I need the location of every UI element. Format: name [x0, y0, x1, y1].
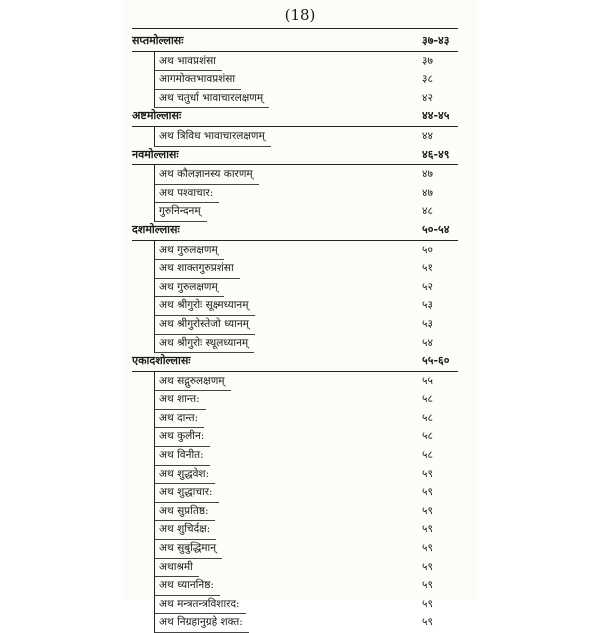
entry-title: अथ भावप्रशंसा	[154, 52, 222, 72]
entry-title: अथ सुप्रतिष्ठ:	[154, 502, 215, 522]
entry-title: अथ शुद्धवेश:	[154, 465, 215, 485]
page-ref: ५८	[422, 393, 433, 406]
toc-entry-row	[132, 278, 458, 297]
entry-title: अथ शुद्धाचार:	[154, 483, 219, 503]
page-ref: ५९	[422, 486, 433, 499]
entry-title: अथ शान्त:	[154, 390, 206, 410]
entry-title: अथ श्रीगुरोः स्थूलध्यानम्	[154, 334, 254, 354]
page-ref: ४७	[422, 168, 433, 181]
page-ref: ५१	[422, 262, 433, 275]
toc-entry-row	[132, 89, 458, 108]
page-ref: ४२	[422, 91, 433, 104]
page-ref: ४८	[422, 205, 433, 218]
top-rule	[132, 28, 458, 29]
page-ref: ४६-४९	[422, 147, 450, 161]
entry-title: अथ सद्गुरुलक्षणम्	[154, 372, 231, 392]
entry-title: आगमोक्तभावप्रशंसा	[154, 70, 241, 90]
page-ref: ५८	[422, 411, 433, 424]
page-ref: ३७-४३	[422, 34, 450, 47]
page-ref: ५९	[422, 616, 433, 629]
toc-entry-row	[132, 259, 458, 278]
section-title: दशमोल्लासः	[132, 222, 180, 236]
entry-title: अथाश्रमी	[154, 558, 199, 578]
toc-section-row	[132, 146, 458, 166]
page-ref: ५९	[422, 523, 433, 536]
entry-title: अथ गुरुलक्षणम्	[154, 278, 224, 298]
page-ref: ४४	[422, 129, 433, 142]
page-ref: ५५-६०	[422, 354, 450, 368]
section-title: अष्टमोल्लासः	[132, 109, 182, 123]
toc-entry-row	[132, 390, 458, 409]
page-ref: ५२	[422, 280, 433, 293]
toc-entry-row	[132, 576, 458, 595]
toc-entry-row	[132, 502, 458, 521]
page-ref: ५९	[422, 542, 433, 555]
entry-title: अथ त्रिविध भावाचारलक्षणम्	[154, 127, 271, 147]
entry-title: अथ शाक्तगुरुप्रशंसा	[154, 259, 240, 279]
page-ref: ४४-४५	[422, 109, 450, 123]
toc-entry-row	[132, 613, 458, 632]
entry-title: अथ निग्रहानुग्रहे शक्त:	[154, 613, 249, 633]
toc-section-row	[132, 107, 458, 127]
page-ref: ५८	[422, 430, 433, 443]
entry-title: अथ ध्याननिष्ठ:	[154, 576, 220, 596]
page-ref: ५०-५४	[422, 222, 450, 236]
entry-title: अथ मन्त्रतन्त्रविशारद:	[154, 595, 246, 615]
toc-entry-row	[132, 241, 458, 260]
entry-title: अथ गुरुलक्षणम्	[154, 241, 224, 261]
entry-title: अथ श्रीगुरोः सूक्ष्मध्यानम्	[154, 296, 255, 316]
entry-title: अथ कुलीन:	[154, 427, 210, 447]
page-ref: ३७	[422, 54, 433, 67]
entry-title: अथ पश्वाचार:	[154, 184, 219, 204]
page-ref: ५४	[422, 336, 433, 349]
toc-entry-row	[132, 409, 458, 428]
toc-entry-row	[132, 372, 458, 391]
toc-entry-row	[132, 465, 458, 484]
page-ref: ५९	[422, 579, 433, 592]
page-ref: ५३	[422, 317, 433, 330]
entry-title: अथ चतुर्धा भावाचारलक्षणम्	[154, 89, 269, 109]
toc-entry-row	[132, 315, 458, 334]
toc-entry-row	[132, 558, 458, 577]
toc-entry-row	[132, 334, 458, 353]
entry-title: अथ श्रीगुरोस्तेजो ध्यानम्	[154, 315, 255, 335]
entry-title: अथ दान्त:	[154, 409, 204, 429]
toc-entry-row	[132, 127, 458, 146]
toc-entry-row	[132, 483, 458, 502]
page-ref: ५३	[422, 299, 433, 312]
toc-entry-row	[132, 520, 458, 539]
toc-entry-row	[132, 446, 458, 465]
page-ref: ५९	[422, 467, 433, 480]
toc-entry-row	[132, 184, 458, 203]
entry-title: अथ शुचिर्दक्ष:	[154, 520, 216, 540]
toc-entry-row	[132, 52, 458, 71]
page-number: (18)	[284, 6, 316, 24]
toc-entry-row	[132, 165, 458, 184]
page-ref: ५९	[422, 597, 433, 610]
toc-section-row	[132, 221, 458, 241]
toc-section-row	[132, 32, 458, 52]
toc-entry-row	[132, 296, 458, 315]
section-title: एकादशोल्लासः	[132, 354, 191, 368]
section-title: सप्तमोल्लासः	[132, 34, 184, 47]
page-ref: ४७	[422, 186, 433, 199]
entry-title: अथ सुबुद्धिमान्	[154, 539, 222, 559]
section-title: नवमोल्लासः	[132, 147, 179, 161]
toc-entry-row	[132, 70, 458, 89]
toc-section-row	[132, 352, 458, 372]
page-ref: ५५	[422, 374, 433, 387]
page-ref: ५८	[422, 449, 433, 462]
book-page	[122, 0, 478, 629]
entry-title: अथ विनीत:	[154, 446, 210, 466]
toc-entry-row	[132, 595, 458, 614]
entry-title: गुरुनिन्दनम्	[154, 202, 207, 222]
toc-entry-row	[132, 202, 458, 221]
page-ref: ५९	[422, 504, 433, 517]
page-ref: ५९	[422, 560, 433, 573]
entry-title: अथ कौलज्ञानस्य कारणम्	[154, 165, 259, 185]
toc-entry-row	[132, 427, 458, 446]
toc-entry-row	[132, 539, 458, 558]
page-ref: ५०	[422, 243, 433, 256]
page-ref: ३८	[422, 73, 433, 86]
table-of-contents	[132, 32, 458, 632]
